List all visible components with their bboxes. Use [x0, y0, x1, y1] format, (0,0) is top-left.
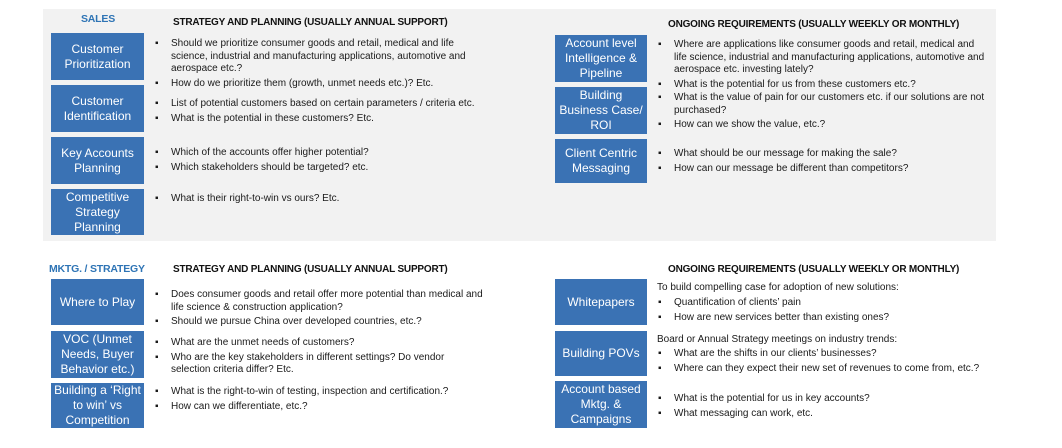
list-item: ▪ How are new services better than existing ones? — [656, 312, 986, 325]
list-item: ▪ What should be our message for making the sale? — [656, 148, 986, 161]
account-based-marketing-bullets — [656, 393, 986, 422]
sales-ongoing-title: ONGOING REQUIREMENTS (USUALLY WEEKLY OR MONTHLY) — [668, 19, 960, 30]
list-item: ▪ What is the value of pain for our customers etc. if our solutions are not purchased? — [656, 92, 986, 117]
list-item: ▪ Who are the key stakeholders in different settings? Do vendor selection criteria differ? Etc. — [153, 352, 483, 377]
list-item: ▪ Should we prioritize consumer goods and retail, medical and life science, industrial and manufacturing applications, automotive and aerospace etc.? — [153, 38, 483, 76]
where-to-play-box: Where to Play — [51, 279, 144, 325]
client-messaging-bullets — [656, 148, 986, 177]
account-based-marketing-box: Account based Mktg. & Campaigns — [555, 381, 647, 428]
mktg-section-label: MKTG. / STRATEGY — [49, 263, 145, 275]
list-item: ▪ List of potential customers based on certain parameters / criteria etc. — [153, 98, 483, 111]
customer-identification-box: Customer Identification — [51, 85, 144, 132]
list-item: ▪ Should we pursue China over developed countries, etc.? — [153, 316, 483, 329]
list-item: ▪ How can we show the value, etc.? — [656, 119, 986, 132]
customer-identification-bullets — [153, 98, 483, 127]
list-item: ▪ Which of the accounts offer higher potential? — [153, 147, 483, 160]
client-centric-messaging-box: Client Centric Messaging — [555, 139, 647, 183]
account-intelligence-bullets — [656, 39, 986, 93]
list-item: ▪ What is the potential in these customers? Etc. — [153, 113, 483, 126]
right-to-win-box: Building a ‘Right to win’ vs Competition — [51, 383, 144, 428]
business-case-box: Building Business Case/ ROI — [555, 87, 647, 134]
building-povs-box: Building POVs — [555, 331, 647, 376]
list-item: ▪ How can our message be different than competitors? — [656, 163, 986, 176]
list-item: ▪ How do we prioritize them (growth, unmet needs etc.)? Etc. — [153, 78, 483, 91]
list-item: ▪ What is their right-to-win vs ours? Etc. — [153, 193, 483, 206]
mktg-strategy-title: STRATEGY AND PLANNING (USUALLY ANNUAL SUPPORT) — [173, 264, 448, 275]
list-item: ▪ Where can they expect their new set of revenues to come from, etc.? — [656, 363, 986, 376]
where-to-play-bullets — [153, 289, 483, 331]
account-intelligence-box: Account level Intelligence & Pipeline — [555, 35, 647, 82]
voc-bullets — [153, 337, 483, 379]
competitive-strategy-planning-box: Competitive Strategy Planning — [51, 189, 144, 235]
building-povs-bullets — [656, 348, 986, 377]
list-item: ▪ Quantification of clients’ pain — [656, 297, 986, 310]
key-accounts-planning-box: Key Accounts Planning — [51, 137, 144, 184]
list-item: ▪ What are the unmet needs of customers? — [153, 337, 483, 350]
whitepapers-box: Whitepapers — [555, 279, 647, 325]
list-item: ▪ How can we differentiate, etc.? — [153, 401, 483, 414]
list-item: ▪ What is the right-to-win of testing, inspection and certification.? — [153, 386, 483, 399]
list-item: ▪ Which stakeholders should be targeted? etc. — [153, 162, 483, 175]
list-item: ▪ Where are applications like consumer goods and retail, medical and life science, industrial and manufacturing applications, automotive and aerospace etc. investing lately? — [656, 39, 986, 77]
business-case-bullets — [656, 92, 986, 134]
whitepapers-intro: To build compelling case for adoption of new solutions: — [657, 282, 899, 293]
whitepapers-bullets — [656, 297, 986, 326]
sales-section-label: SALES — [81, 13, 116, 25]
list-item: ▪ What messaging can work, etc. — [656, 408, 986, 421]
key-accounts-planning-bullets — [153, 147, 483, 176]
building-povs-intro: Board or Annual Strategy meetings on industry trends: — [657, 334, 898, 345]
sales-strategy-title: STRATEGY AND PLANNING (USUALLY ANNUAL SUPPORT) — [173, 17, 448, 28]
competitive-strategy-bullets — [153, 193, 483, 208]
list-item: ▪ Does consumer goods and retail offer more potential than medical and life science & construction application? — [153, 289, 483, 314]
customer-prioritization-box: Customer Prioritization — [51, 33, 144, 80]
right-to-win-bullets — [153, 386, 483, 415]
list-item: ▪ What are the shifts in our clients’ businesses? — [656, 348, 986, 361]
mktg-ongoing-title: ONGOING REQUIREMENTS (USUALLY WEEKLY OR MONTHLY) — [668, 264, 960, 275]
list-item: ▪ What is the potential for us in key accounts? — [656, 393, 986, 406]
voc-box: VOC (Unmet Needs, Buyer Behavior etc.) — [51, 331, 144, 378]
list-item: ▪ What is the potential for us from these customers etc.? — [656, 79, 986, 92]
customer-prioritization-bullets — [153, 38, 483, 92]
